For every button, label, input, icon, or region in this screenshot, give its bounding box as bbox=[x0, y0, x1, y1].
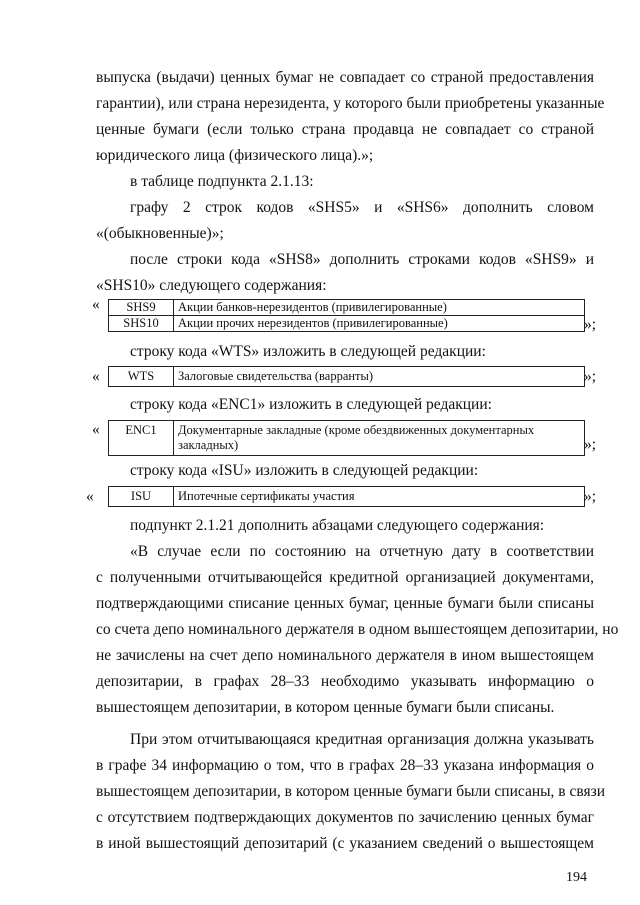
text-line: не зачислены на счет депо номинального держателя в ином вышестоящем bbox=[96, 647, 594, 664]
desc-cell: Акции прочих нерезидентов (привилегированные) bbox=[174, 316, 585, 332]
text-line: со счета депо номинального держателя в одном вышестоящем депозитарии, но bbox=[96, 621, 619, 638]
quote-open: « bbox=[92, 368, 100, 385]
text-line: строку кода «ISU» изложить в следующей редакции: bbox=[130, 462, 479, 479]
text-line: «(обыкновенные)»; bbox=[96, 225, 224, 242]
text-line: в графе 34 информацию о том, что в графах 28–33 указана информация о bbox=[96, 757, 594, 774]
desc-cell: Залоговые свидетельства (варранты) bbox=[174, 367, 585, 387]
text-line: При этом отчитывающаяся кредитная организация должна указывать bbox=[130, 731, 594, 748]
text-line: строку кода «WTS» изложить в следующей редакции: bbox=[130, 343, 486, 360]
code-table-enc1 bbox=[108, 420, 585, 456]
text-line: юридического лица (физического лица).»; bbox=[96, 147, 374, 164]
text-line: строку кода «ENC1» изложить в следующей редакции: bbox=[130, 396, 492, 413]
code-cell: ENC1 bbox=[109, 421, 174, 456]
code-cell: ISU bbox=[109, 487, 174, 507]
text-line: после строки кода «SHS8» дополнить строками кодов «SHS9» и bbox=[130, 251, 594, 268]
quote-close: »; bbox=[584, 436, 597, 453]
code-cell: WTS bbox=[109, 367, 174, 387]
text-line: подтверждающими списание ценных бумаг, ценные бумаги были списаны bbox=[96, 595, 594, 612]
desc-cell: Акции банков-нерезидентов (привилегированные) bbox=[174, 300, 585, 316]
quote-close: »; bbox=[584, 488, 597, 505]
table-row bbox=[109, 300, 585, 316]
quote-open: « bbox=[86, 488, 94, 505]
table-row bbox=[109, 421, 585, 456]
code-table-wts bbox=[108, 366, 585, 387]
text-line: вышестоящем депозитарии, в котором ценные бумаги были списаны. bbox=[96, 699, 555, 716]
desc-cell: Документарные закладные (кроме обездвиженных документарных закладных) bbox=[174, 421, 585, 456]
text-line: депозитарии, в графах 28–33 необходимо указывать информацию о bbox=[96, 673, 594, 690]
quote-close: »; bbox=[584, 316, 597, 333]
text-line: с полученными отчитывающейся кредитной организацией документами, bbox=[96, 569, 594, 586]
page-number: 194 bbox=[566, 870, 587, 885]
text-line: ценные бумаги (если только страна продавца не совпадает со страной bbox=[96, 121, 594, 138]
text-line: гарантии), или страна нерезидента, у которого были приобретены указанные bbox=[96, 95, 605, 112]
table-row bbox=[109, 316, 585, 332]
text-line: выпуска (выдачи) ценных бумаг не совпадает со страной предоставления bbox=[96, 69, 594, 86]
text-line: подпункт 2.1.21 дополнить абзацами следующего содержания: bbox=[130, 517, 545, 534]
code-cell: SHS9 bbox=[109, 300, 174, 316]
code-table-isu bbox=[108, 486, 585, 507]
text-line: в таблице подпункта 2.1.13: bbox=[130, 173, 314, 190]
quote-open: « bbox=[92, 296, 100, 313]
text-line: с отсутствием подтверждающих документов по зачислению ценных бумаг bbox=[96, 809, 594, 826]
text-line: вышестоящем депозитарии, в котором ценные бумаги были списаны, в связи bbox=[96, 783, 606, 800]
table-row bbox=[109, 487, 585, 507]
code-cell: SHS10 bbox=[109, 316, 174, 332]
quote-close: »; bbox=[584, 368, 597, 385]
text-line: «В случае если по состоянию на отчетную дату в соответствии bbox=[130, 543, 594, 560]
text-line: в иной вышестоящий депозитарий (с указанием сведений о вышестоящем bbox=[96, 835, 594, 852]
code-table-shs bbox=[108, 299, 585, 332]
table-row bbox=[109, 367, 585, 387]
text-line: графу 2 строк кодов «SHS5» и «SHS6» дополнить словом bbox=[130, 199, 594, 216]
desc-cell: Ипотечные сертификаты участия bbox=[174, 487, 585, 507]
text-line: «SHS10» следующего содержания: bbox=[96, 277, 327, 294]
quote-open: « bbox=[92, 421, 100, 438]
